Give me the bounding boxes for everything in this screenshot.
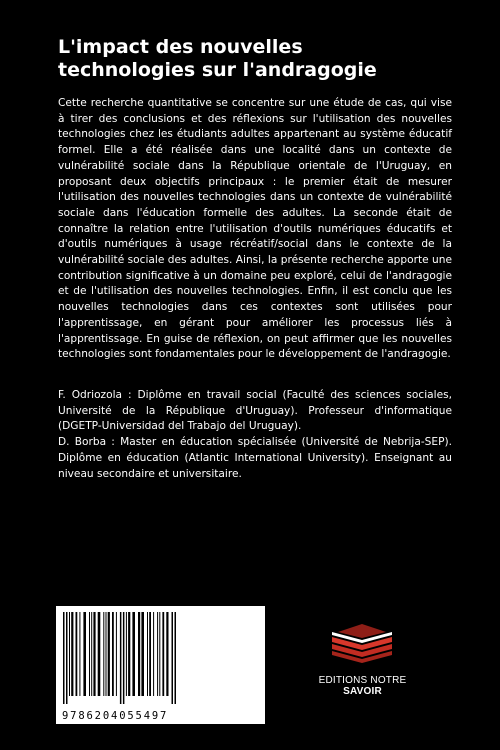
isbn-barcode (56, 606, 265, 724)
author-bio-odriozola: F. Odriozola : Diplôme en travail social (Faculté des sciences sociales, Université de la République d'Uruguay). Professeur d'informatique (DGETP-Universidad del Trabajo del Uruguay). (58, 389, 452, 433)
book-stack-logo-icon (330, 622, 394, 664)
barcode-icon (61, 612, 260, 704)
isbn-digits: 9786204055497 (62, 710, 169, 722)
abstract-paragraph: Cette recherche quantitative se concentre sur une étude de cas, qui vise à tirer des conclusions et des réflexions sur l'utilisation des nouvelles technologies chez les étudiants adultes appartenant au système éducatif formel. Elle a été réalisée dans une localité dans un contexte de vulnérabilité sociale dans la République orientale de l'Uruguay, en proposant deux objectifs principaux : le premier était de mesurer l'utilisation des nouvelles technologies dans un contexte de vulnérabilité sociale dans l'éducation formelle des adultes. La seconde était de connaître la relation entre l'utilisation d'outils numériques éducatifs et d'outils numériques à usage récréatif/social dans le contexte de la vulnérabilité sociale des adultes. Ainsi, la présente recherche apporte une contribution significative à un domaine peu exploré, celui de l'andragogie et de l'utilisation des nouvelles technologies. Enfin, il est conclu que les nouvelles technologies dans ces contextes sont utilisées pour l'apprentissage, en gérant pour améliorer les processus liés à l'apprentissage. En guise de réflexion, on peut affirmer que les nouvelles technologies sont fondamentales pour le développement de l'andragogie. (58, 97, 452, 361)
book-title-line-1: L'impact des nouvelles (58, 36, 303, 58)
publisher-name (300, 675, 425, 697)
author-bio-borba: D. Borba : Master en éducation spécialisée (Université de Nebrija-SEP). Diplôme en éducation (Atlantic International University). Enseignant au niveau secondaire et universitaire. (58, 436, 452, 480)
book-title (58, 36, 458, 82)
book-title-line-2: technologies sur l'andragogie (58, 59, 377, 81)
abstract-text (58, 96, 452, 363)
publisher-block (300, 608, 425, 698)
publisher-name-bold: SAVOIR (343, 686, 382, 697)
author-bios (58, 388, 452, 482)
publisher-name-prefix: EDITIONS NOTRE (318, 675, 407, 686)
